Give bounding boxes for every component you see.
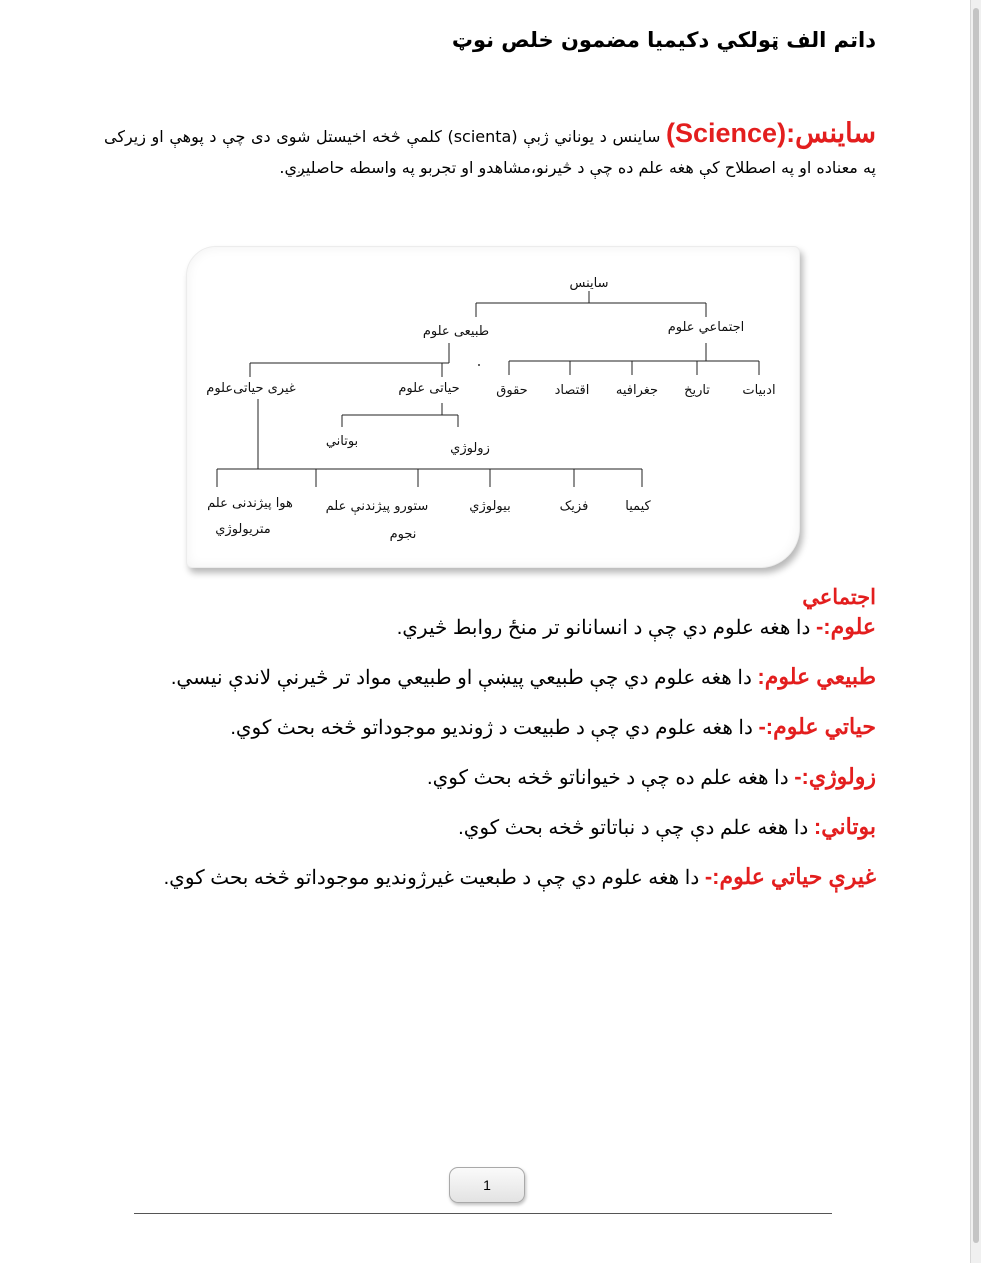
definition-natural-sciences <box>96 664 876 714</box>
node-weather-study: هوا پیژندنی علم <box>207 496 293 511</box>
scrollbar-thumb[interactable] <box>973 8 979 1243</box>
node-life-sciences: حیاتی علوم <box>398 381 460 396</box>
node-nonlife-sciences: غیری حیاتی‌علوم <box>206 381 296 396</box>
page-number: 1 <box>449 1167 525 1203</box>
node-economics: اقتصاد <box>554 383 590 398</box>
diagram-dot <box>478 364 480 366</box>
definition-text: دا هغه علم ده چې د خیواناتو څخه بحث کوي. <box>427 767 795 789</box>
node-meteorology: متریولوژي <box>215 522 271 537</box>
definition-term: زولوژي:- <box>794 764 876 789</box>
node-social-sciences: اجتماعي علوم <box>667 320 745 335</box>
vertical-scrollbar[interactable] <box>970 0 981 1263</box>
definition-life-sciences <box>96 714 876 764</box>
node-astronomy: نجوم <box>389 527 417 542</box>
definition-text: دا هغه علوم دي چې د طبعیت غیرژوندیو موجوداتو څخه بحث کوي. <box>163 867 705 889</box>
definition-term: حیاتي علوم:- <box>758 714 876 739</box>
node-physics: فزیک <box>559 499 589 514</box>
science-definition-text: ساینس د یوناني ژبې (scienta) کلمې څخه اخیستل شوی دی چې د پوهې او زیرکی په معناده او په اصطلاح کې هغه علم ده چې د څیرنو،مشاهدو او تجربو په واسطه حاصلیږي. <box>104 127 876 177</box>
science-classification-diagram <box>186 246 800 568</box>
science-heading <box>666 118 876 148</box>
definition-text: دا هغه علم دې چې د نباتاتو څخه بحث کوي. <box>458 817 814 839</box>
definition-text: دا هغه علوم دي چې د انسانانو تر منځ روابط څیري. <box>396 617 816 639</box>
definition-text: دا هغه علوم دي چې د طبیعت د ژوندیو موجوداتو څخه بحث کوي. <box>230 717 759 739</box>
node-biology: بیولوژي <box>469 499 511 514</box>
node-science: ساینس <box>569 276 609 291</box>
node-chemistry: کیمیا <box>625 499 651 514</box>
definitions-section <box>96 585 876 914</box>
science-heading-pashto: ساینس <box>795 118 876 148</box>
node-natural-sciences: طبیعی علوم <box>422 324 490 339</box>
node-botany: بوتاني <box>325 434 359 449</box>
diagram-svg <box>187 247 799 567</box>
footer-divider <box>134 1213 832 1214</box>
definition-text: دا هغه علوم دي چې طبیعي پیښې او طبیعي مواد تر څیرنې لاندې نیسي. <box>170 667 758 689</box>
definition-term: علوم:- <box>815 614 876 639</box>
definition-term: بوتاني: <box>813 814 876 839</box>
intro-paragraph <box>104 118 876 183</box>
node-geography: جغرافیه <box>615 383 659 398</box>
definition-nonlife-sciences <box>96 864 876 914</box>
science-heading-english: (Science): <box>666 118 796 148</box>
definition-social-sciences <box>96 614 876 664</box>
definition-term: غیرې حیاتي علوم:- <box>704 864 876 889</box>
definition-botany <box>96 814 876 864</box>
node-zoology: زولوژي <box>450 441 490 456</box>
definition-zoology <box>96 764 876 814</box>
social-heading: اجتماعي <box>802 586 876 609</box>
node-literature: ادبیات <box>742 383 776 398</box>
definition-term: طبیعي علوم: <box>757 664 876 689</box>
page-title: داتم الف ټولکي دکیمیا مضمون خلص نوټ <box>451 28 876 52</box>
node-astronomy-study: ستورو پیژندنې علم <box>325 499 429 514</box>
node-history: تاریخ <box>684 383 710 398</box>
node-law: حقوق <box>496 383 528 398</box>
